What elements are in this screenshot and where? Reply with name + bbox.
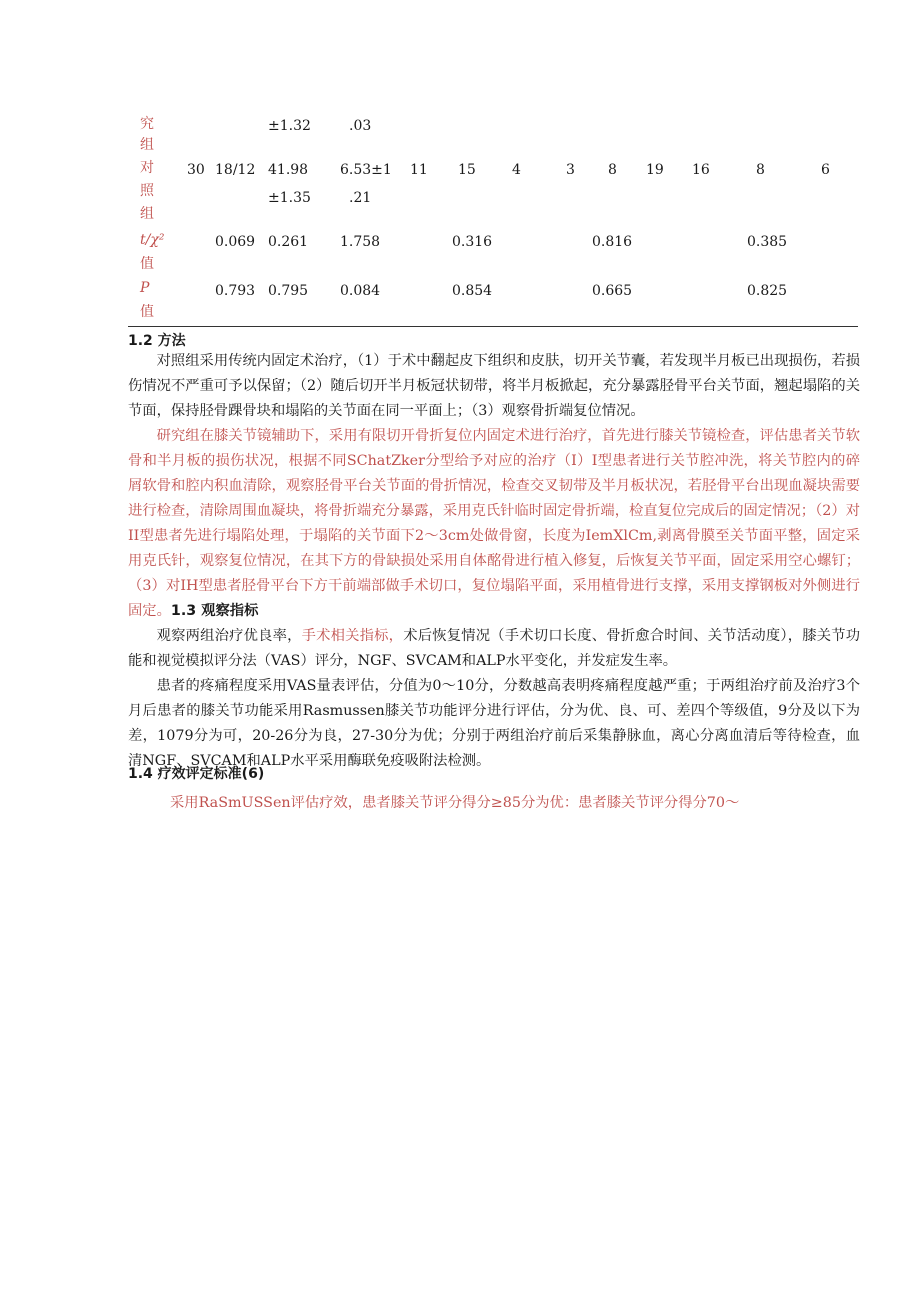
table-cell: ±1.35 xyxy=(268,190,311,206)
table-cell: 8 xyxy=(608,162,617,178)
table-cell: 0.069 xyxy=(215,234,256,250)
table-cell: 8 xyxy=(756,162,765,178)
row-label: 究 xyxy=(140,116,154,132)
table-cell: 0.665 xyxy=(592,283,633,299)
table-cell: 0.793 xyxy=(215,283,256,299)
table-bottom-rule xyxy=(128,326,858,327)
table-cell: 16 xyxy=(692,162,710,178)
table-cell: 15 xyxy=(458,162,476,178)
row-label: 照 xyxy=(140,183,154,199)
row-label: 值 xyxy=(140,256,154,272)
row-label: t/χ² xyxy=(140,232,165,248)
table-cell: 0.385 xyxy=(747,234,788,250)
section-heading-1-2: 1.2 方法 xyxy=(128,333,186,349)
table-cell: 18/12 xyxy=(215,162,256,178)
table-cell: 6 xyxy=(821,162,830,178)
section-heading-1-3: 1.3 观察指标 xyxy=(170,603,259,619)
table-cell: 30 xyxy=(187,162,205,178)
paragraph-study-group xyxy=(128,424,860,624)
table-cell: 0.854 xyxy=(452,283,493,299)
paragraph-observation xyxy=(128,624,860,674)
table-cell: 41.98 xyxy=(268,162,309,178)
section-heading-1-4: 1.4 疗效评定标准(6) xyxy=(128,766,265,782)
table-cell: 0.825 xyxy=(747,283,788,299)
obs-text-c: 术后恢复情况（手术切口长度、骨折愈合时间、关节活动度），膝关节功能和视觉模拟评分法（VAS）评分，NGF、SVCAM和ALP水平变化，并发症发生率。 xyxy=(128,628,861,669)
paragraph-efficacy: 采用RaSmUSSen评估疗效，患者膝关节评分得分≥85分为优：患者膝关节评分得分70～ xyxy=(170,795,740,811)
body-text xyxy=(128,349,860,774)
table-cell: .21 xyxy=(349,190,372,206)
study-group-text: 研究组在膝关节镜辅助下，采用有限切开骨折复位内固定术进行治疗，首先进行膝关节镜检查，评估患者关节软骨和半月板的损伤状况，根据不同SChatZker分型给予对应的治疗（I）I型患者进行关节腔冲洗，将关节腔内的碎屑软骨和腔内积血清除，观察胫骨平台关节面的骨折情况，检查交叉韧带及半月板状况，若胫骨平台出现血凝块需要进行检查，清除周围血凝块，将骨折端充分暴露，采用克氏针临时固定骨折端，检直复位完成后的固定情况；（2）对II型患者先进行塌陷处理，于塌陷的关节面下2～3cm处做骨窗，长度为IemXlCm,剥离骨膜至关节面平整，固定采用克氏针，观察复位情况，在其下方的骨缺损处采用自体酩骨进行植入修复，后恢复关节平面，固定采用空心螺钉；（3）对IH型患者胫骨平台下方干前端部做手术切口，复位塌陷平面，采用植骨进行支撑，采用支撑钢板对外侧进行固定。 xyxy=(128,428,860,619)
table-cell: 0.261 xyxy=(268,234,309,250)
paragraph-vas: 患者的疼痛程度采用VAS量表评估，分值为0～10分，分数越高表明疼痛程度越严重；于两组治疗前及治疗3个月后患者的膝关节功能采用Rasmussen膝关节功能评分进行评估，分为优、良、可、差四个等级值，9分及以下为差，1079分为可，20-26分为良，27-30分为优；分别于两组治疗前后采集静脉血，离心分离血清后等待检查，血清NGF、SVCAM和ALP水平采用酶联免疫吸附法检测。 xyxy=(128,678,860,769)
table-cell: 3 xyxy=(566,162,575,178)
table-cell: 6.53±1 xyxy=(340,162,392,178)
table-cell: 0.084 xyxy=(340,283,381,299)
table-cell: 1.758 xyxy=(340,234,381,250)
row-label: P xyxy=(140,280,150,296)
row-label: 组 xyxy=(140,137,154,153)
table-cell: 19 xyxy=(646,162,664,178)
table-cell: 0.316 xyxy=(452,234,493,250)
table-cell: 0.816 xyxy=(592,234,633,250)
table-cell: .03 xyxy=(349,118,372,134)
row-label: 组 xyxy=(140,206,154,222)
row-label: 值 xyxy=(140,304,154,320)
paragraph-control-group: 对照组采用传统内固定术治疗，（1）于术中翻起皮下组织和皮肤，切开关节囊，若发现半月板已出现损伤，若损伤情况不严重可予以保留；（2）随后切开半月板冠状韧带，将半月板掀起，充分暴露胫骨平台关节面，翘起塌陷的关节面，保持胫骨踝骨块和塌陷的关节面在同一平面上；（3）观察骨折端复位情况。 xyxy=(128,353,860,419)
table-cell: ±1.32 xyxy=(268,118,311,134)
obs-text-b: 手术相关指标， xyxy=(301,628,404,644)
obs-text-a: 观察两组治疗优良率， xyxy=(156,628,302,644)
table-cell: 0.795 xyxy=(268,283,309,299)
table-cell: 11 xyxy=(410,162,428,178)
row-label: 对 xyxy=(140,160,154,176)
table-cell: 4 xyxy=(512,162,521,178)
